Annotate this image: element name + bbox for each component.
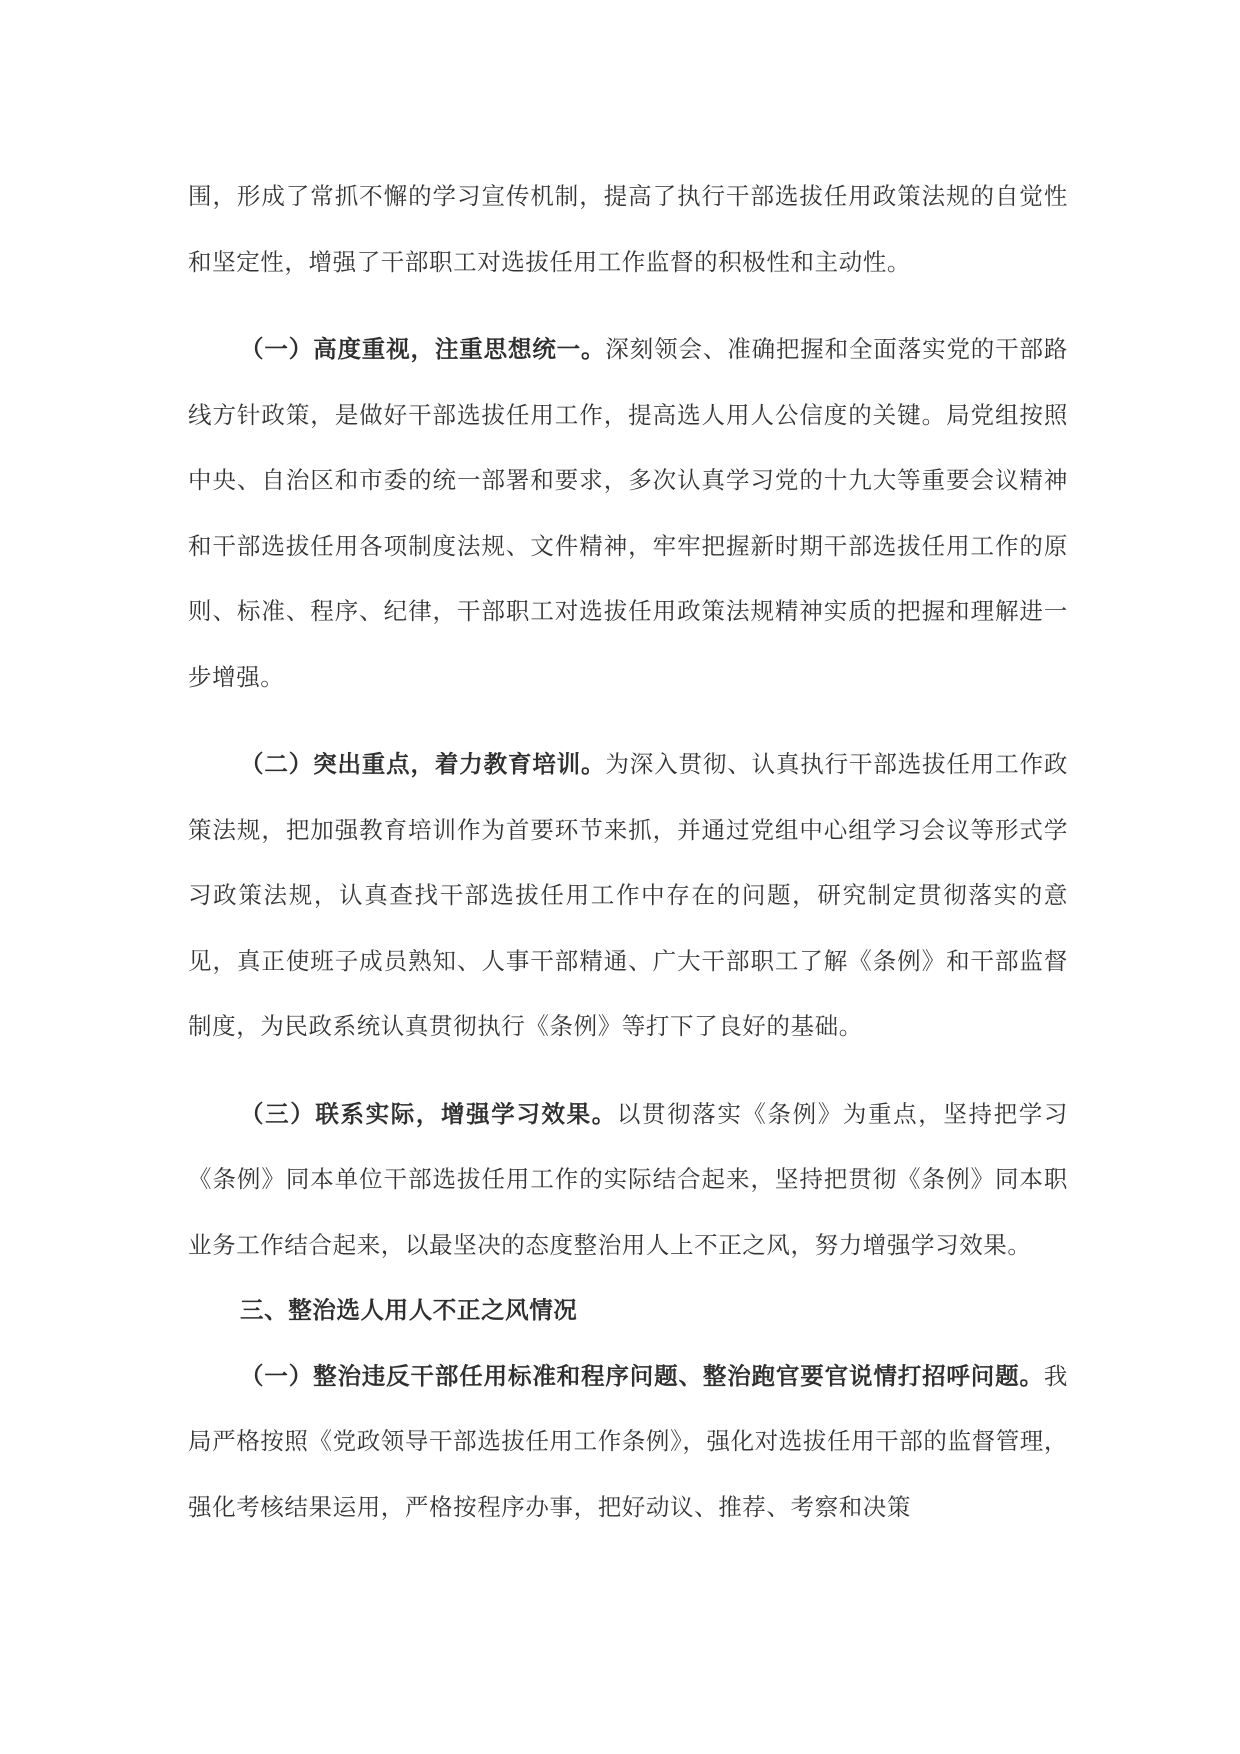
- paragraph-text: 围，形成了常抓不懈的学习宣传机制，提高了执行干部选拔任用政策法规的自觉性和坚定性，增强了干部职工对选拔任用工作监督的积极性和主动性。: [188, 182, 1068, 276]
- paragraph-section-4: [188, 1344, 1068, 1541]
- paragraph-section-1: [188, 317, 1068, 710]
- section-heading: （一）高度重视，注重思想统一。: [240, 335, 606, 363]
- section-heading: （一）整治违反干部任用标准和程序问题、整治跑官要官说情打招呼问题。: [240, 1361, 1044, 1390]
- chapter-heading-text: 三、整治选人用人不正之风情况: [240, 1296, 578, 1324]
- section-heading: （三）联系实际，增强学习效果。: [240, 1099, 617, 1128]
- paragraph-section-2: [188, 732, 1068, 1060]
- paragraph-section-3: [188, 1082, 1068, 1279]
- chapter-heading: [188, 1278, 1068, 1344]
- paragraph-text: 以贯彻落实《条例》为重点，坚持把学习《条例》同本单位干部选拔任用工作的实际结合起来，坚持把贯彻《条例》同本职业务工作结合起来，以最坚决的态度整治用人上不正之风，努力增强学习效果。: [188, 1099, 1068, 1259]
- paragraph-continuation: [188, 164, 1068, 295]
- paragraph-text: 我局严格按照《党政领导干部选拔任用工作条例》，强化对选拔任用干部的监督管理，强化考核结果运用，严格按程序办事，把好动议、推荐、考察和决策: [188, 1361, 1068, 1521]
- document-body: [188, 164, 1068, 1540]
- paragraph-text: 深刻领会、准确把握和全面落实党的干部路线方针政策，是做好干部选拔任用工作，提高选人用人公信度的关键。局党组按照中央、自治区和市委的统一部署和要求，多次认真学习党的十九大等重要会议精神和干部选拔任用各项制度法规、文件精神，牢牢把握新时期干部选拔任用工作的原则、标准、程序、纪律，干部职工对选拔任用政策法规精神实质的把握和理解进一步增强。: [188, 335, 1068, 691]
- section-heading: （二）突出重点，着力教育培训。: [240, 750, 606, 778]
- paragraph-text: 为深入贯彻、认真执行干部选拔任用工作政策法规，把加强教育培训作为首要环节来抓，并通过党组中心组学习会议等形式学习政策法规，认真查找干部选拔任用工作中存在的问题，研究制定贯彻落实的意见，真正使班子成员熟知、人事干部精通、广大干部职工了解《条例》和干部监督制度，为民政系统认真贯彻执行《条例》等打下了良好的基础。: [188, 750, 1068, 1040]
